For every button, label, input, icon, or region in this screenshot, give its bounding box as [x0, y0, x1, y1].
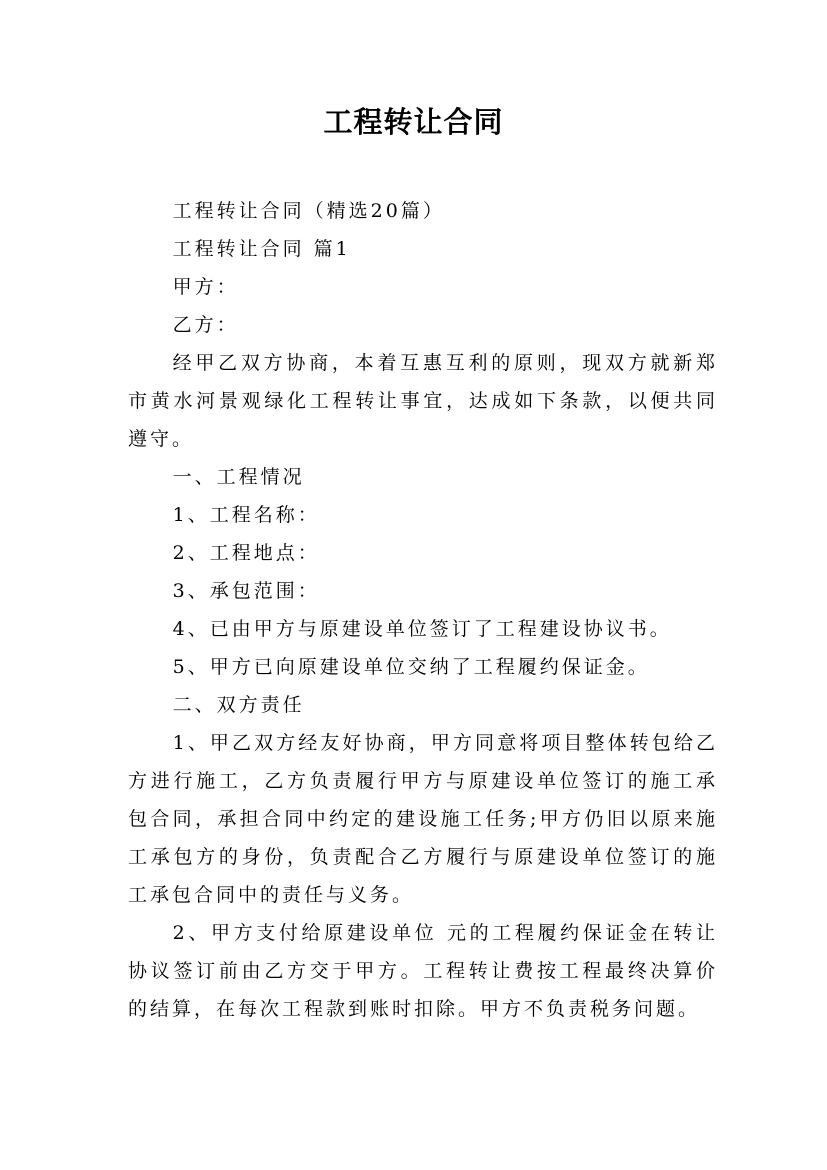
clause-responsibility-1: 1、甲乙双方经友好协商，甲方同意将项目整体转包给乙方进行施工，乙方负责履行甲方与原建设单位签订的施工承包合同，承担合同中约定的建设施工任务;甲方仍旧以原来施工承包方的身份，负责配合乙方履行与原建设单位签订的施工承包合同中的责任与义务。 [128, 732, 718, 906]
clause-project-name: 1、工程名称： [172, 504, 320, 526]
document-title: 工程转让合同 [323, 105, 504, 139]
clause-project-location: 2、工程地点： [172, 542, 320, 564]
paragraph-heading-selection: 工程转让合同（精选20篇） [172, 200, 445, 222]
paragraph-party-a: 甲方： [172, 276, 239, 298]
section-heading-responsibilities: 二、双方责任 [172, 694, 305, 716]
clause-contract-scope: 3、承包范围： [172, 580, 320, 602]
document-body [128, 192, 718, 1028]
clause-agreement-signed: 4、已由甲方与原建设单位签订了工程建设协议书。 [172, 618, 672, 640]
paragraph-heading-part1: 工程转让合同 篇1 [172, 238, 351, 260]
section-heading-project-info: 一、工程情况 [172, 466, 305, 488]
clause-responsibility-2: 2、甲方支付给原建设单位 元的工程履约保证金在转让协议签订前由乙方交于甲方。工程转让费按工程最终决算价的结算，在每次工程款到账时扣除。甲方不负责税务问题。 [128, 922, 718, 1020]
clause-deposit-paid: 5、甲方已向原建设单位交纳了工程履约保证金。 [172, 656, 650, 678]
paragraph-preamble: 经甲乙双方协商，本着互惠互利的原则，现双方就新郑市黄水河景观绿化工程转让事宜，达成如下条款，以便共同遵守。 [128, 352, 718, 450]
paragraph-party-b: 乙方： [172, 314, 239, 336]
